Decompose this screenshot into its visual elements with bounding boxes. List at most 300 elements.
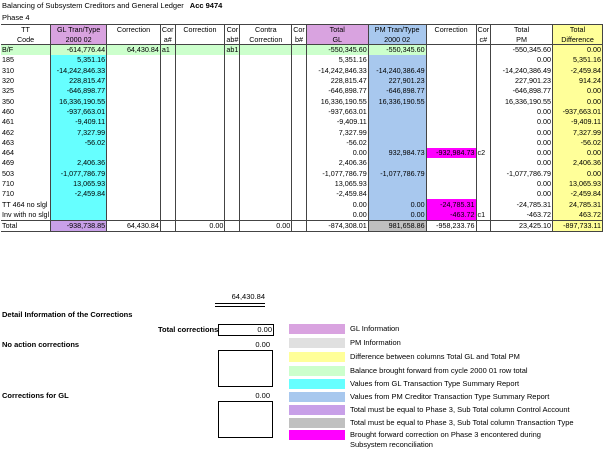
cell-ca: [160, 189, 175, 199]
cell-tpm: 0.00: [491, 148, 553, 158]
cell-c3: -932,984.73: [426, 148, 476, 158]
cell-cb: [225, 76, 240, 86]
header-total-pm: Total: [491, 25, 553, 35]
header-correction1-sub: [107, 35, 161, 45]
cell-code: 710: [1, 179, 51, 189]
cell-tpm: 0.00: [491, 107, 553, 117]
cell-pm: 0.00: [368, 210, 426, 221]
header-correction2-sub: [175, 35, 225, 45]
cell-cbb: [292, 86, 307, 96]
cell-cc: [476, 117, 491, 127]
cell-c2: [175, 148, 225, 158]
cell-c3: -463.72: [426, 210, 476, 221]
cell-tgl: 2,406.36: [306, 158, 368, 168]
cell-ca: [160, 55, 175, 65]
cell-code: 185: [1, 55, 51, 65]
cell-c1: [107, 86, 161, 96]
cell-gl: 7,327.99: [51, 127, 107, 137]
cell-cbb: [292, 45, 307, 56]
cell-cc: [476, 138, 491, 148]
cell-c1: [107, 210, 161, 221]
cell-tpm: 0.00: [491, 117, 553, 127]
cell-cc: [476, 55, 491, 65]
cell-cbb: [292, 189, 307, 199]
header-contra-sub: Correction: [240, 35, 292, 45]
cell-tgl: -56.02: [306, 138, 368, 148]
corrections-gl-box: [218, 401, 273, 438]
header-gl-tran: GL Tran/Type: [51, 25, 107, 35]
table-row: [1, 210, 603, 221]
cell-c2: [175, 169, 225, 179]
header-tt-sub: Code: [1, 35, 51, 45]
cell-gl: 5,351.16: [51, 55, 107, 65]
cell-ca: [160, 117, 175, 127]
header-total-gl-sub: GL: [306, 35, 368, 45]
cell-tgl: 5,351.16: [306, 55, 368, 65]
total-diff: -897,733.11: [553, 221, 603, 232]
cell-code: 710: [1, 189, 51, 199]
cell-ca: [160, 96, 175, 106]
cell-tpm: 227,901.23: [491, 76, 553, 86]
cell-cbb: [292, 107, 307, 117]
cell-cc: [476, 179, 491, 189]
total-ca: [160, 221, 175, 232]
total-c2: 0.00: [175, 221, 225, 232]
cell-c3: [426, 76, 476, 86]
legend-text: GL Information: [350, 324, 400, 333]
cell-tgl: -550,345.60: [306, 45, 368, 56]
cell-diff: -9,409.11: [553, 117, 603, 127]
cell-ca: [160, 199, 175, 209]
cell-cb: [225, 138, 240, 148]
cell-c2: [175, 55, 225, 65]
cell-gl: -9,409.11: [51, 117, 107, 127]
cell-cbb: [292, 76, 307, 86]
total-corrections-label: Total corrections: [158, 325, 219, 334]
total-tpm: 23,425.10: [491, 221, 553, 232]
cell-pm: [368, 179, 426, 189]
cell-c2: [175, 117, 225, 127]
legend-text: Difference between columns Total GL and Total PM: [350, 352, 520, 361]
cell-cc: [476, 107, 491, 117]
cell-c2: [175, 127, 225, 137]
cell-code: 461: [1, 117, 51, 127]
header-gl-tran-sub: 2000 02: [51, 35, 107, 45]
cell-ca: [160, 86, 175, 96]
cell-tgl: 0.00: [306, 199, 368, 209]
cell-tpm: -463.72: [491, 210, 553, 221]
cell-diff: 0.00: [553, 96, 603, 106]
legend-swatch: [289, 405, 345, 415]
cell-c1: [107, 148, 161, 158]
total-c3: -958,233.76: [426, 221, 476, 232]
header-cor-c-sub: c#: [476, 35, 491, 45]
cell-cbb: [292, 138, 307, 148]
balancing-table: [1, 24, 603, 232]
cell-cbb: [292, 117, 307, 127]
cell-gl: -614,776.44: [51, 45, 107, 56]
cell-gl: 13,065.93: [51, 179, 107, 189]
legend-swatch: [289, 352, 345, 362]
cell-diff: 914.24: [553, 76, 603, 86]
cell-cc: [476, 189, 491, 199]
table-row: [1, 127, 603, 137]
cell-ca: a1: [160, 45, 175, 56]
header-cor-c: Cor: [477, 25, 490, 35]
cell-c1: [107, 66, 161, 76]
cell-contra: [240, 210, 292, 221]
cell-gl: -2,459.84: [51, 189, 107, 199]
cell-code: 320: [1, 76, 51, 86]
cell-c3: [426, 45, 476, 56]
no-action-value: 0.00: [255, 340, 270, 349]
cell-tpm: 0.00: [491, 179, 553, 189]
cell-tgl: -14,242,846.33: [306, 66, 368, 76]
cell-tpm: -14,240,386.49: [491, 66, 553, 76]
total-cc: [476, 221, 491, 232]
cell-code: 469: [1, 158, 51, 168]
table-row: [1, 107, 603, 117]
cell-cbb: [292, 127, 307, 137]
cell-cc: [476, 199, 491, 209]
total-cbb: [292, 221, 307, 232]
cell-cb: [225, 179, 240, 189]
cell-cbb: [292, 55, 307, 65]
table-row: [1, 148, 603, 158]
table-row: [1, 169, 603, 179]
cell-c2: [175, 45, 225, 56]
cell-c1: [107, 127, 161, 137]
legend-text: Values from GL Transaction Type Summary Report: [350, 379, 520, 388]
cell-code: 310: [1, 66, 51, 76]
cell-tpm: 16,336,190.55: [491, 96, 553, 106]
cell-c1: [107, 189, 161, 199]
cell-diff: 0.00: [553, 86, 603, 96]
cell-c3: [426, 117, 476, 127]
cell-code: 463: [1, 138, 51, 148]
cell-diff: 0.00: [553, 45, 603, 56]
cell-tgl: 0.00: [306, 210, 368, 221]
legend-swatch: [289, 418, 345, 428]
cell-c2: [175, 86, 225, 96]
legend-swatch: [289, 338, 345, 348]
title-text: Balancing of Subsystem Creditors and General Ledger: [2, 1, 184, 10]
cell-tgl: 13,065.93: [306, 179, 368, 189]
cell-tpm: -1,077,786.79: [491, 169, 553, 179]
cell-pm: 932,984.73: [368, 148, 426, 158]
cell-gl: -937,663.01: [51, 107, 107, 117]
cell-diff: -2,459.84: [553, 66, 603, 76]
cell-gl: 2,406.36: [51, 158, 107, 168]
header-correction1: Correction: [107, 25, 161, 35]
header-total-diff-sub: Difference: [553, 35, 603, 45]
cell-cc: [476, 76, 491, 86]
cell-cb: [225, 199, 240, 209]
cell-pm: [368, 55, 426, 65]
table-row: [1, 158, 603, 168]
cell-c1: 64,430.84: [107, 45, 161, 56]
total-gl: -938,738.85: [51, 221, 107, 232]
cell-diff: 7,327.99: [553, 127, 603, 137]
legend-text: Total must be equal to Phase 3, Sub Total column Control Account: [350, 405, 570, 414]
cell-c1: [107, 107, 161, 117]
cell-c1: [107, 138, 161, 148]
cell-contra: [240, 107, 292, 117]
cell-contra: [240, 45, 292, 56]
cell-cc: c1: [476, 210, 491, 221]
cell-tgl: 228,815.47: [306, 76, 368, 86]
cell-tpm: -646,898.77: [491, 86, 553, 96]
total-pm: 981,658.86: [368, 221, 426, 232]
cell-code: 464: [1, 148, 51, 158]
corrections-gl-label: Corrections for GL: [2, 391, 69, 400]
cell-cb: [225, 148, 240, 158]
cell-code: 460: [1, 107, 51, 117]
legend-swatch: [289, 324, 345, 334]
cell-cb: [225, 169, 240, 179]
cell-gl: 16,336,190.55: [51, 96, 107, 106]
cell-tgl: -1,077,786.79: [306, 169, 368, 179]
cell-cb: [225, 86, 240, 96]
cell-contra: [240, 158, 292, 168]
cell-c3: [426, 189, 476, 199]
cell-cbb: [292, 158, 307, 168]
cell-tgl: 16,336,190.55: [306, 96, 368, 106]
cell-contra: [240, 179, 292, 189]
cell-pm: [368, 117, 426, 127]
header-correction2: Correction: [175, 25, 225, 35]
cell-c1: [107, 96, 161, 106]
cell-diff: -56.02: [553, 138, 603, 148]
legend-text: PM Information: [350, 338, 401, 347]
table-row: [1, 76, 603, 86]
cell-c2: [175, 210, 225, 221]
cell-diff: 5,351.16: [553, 55, 603, 65]
cell-diff: 13,065.93: [553, 179, 603, 189]
cell-cb: [225, 189, 240, 199]
cell-c3: -24,785.31: [426, 199, 476, 209]
cell-pm: [368, 138, 426, 148]
legend-text: Brought forward correction on Phase 3 encontered during: [350, 430, 541, 439]
cell-ca: [160, 210, 175, 221]
cell-ca: [160, 76, 175, 86]
cell-pm: [368, 127, 426, 137]
cell-contra: [240, 96, 292, 106]
cell-pm: [368, 158, 426, 168]
cell-c3: [426, 55, 476, 65]
legend-text: Values from PM Creditor Transaction Type Summary Report: [350, 392, 550, 401]
legend-swatch: [289, 379, 345, 389]
cell-c3: [426, 86, 476, 96]
cell-cbb: [292, 210, 307, 221]
total-corrections-box: [218, 324, 274, 336]
legend-swatch: [289, 366, 345, 376]
cell-cc: [476, 45, 491, 56]
header-tt: TT: [1, 25, 51, 35]
header-total-pm-sub: PM: [491, 35, 553, 45]
cell-cc: [476, 66, 491, 76]
cell-c3: [426, 179, 476, 189]
cell-c3: [426, 96, 476, 106]
cell-cc: [476, 169, 491, 179]
table-row: [1, 179, 603, 189]
cell-cb: [225, 210, 240, 221]
header-cor-bb: Cor: [293, 25, 305, 35]
cell-gl: -56.02: [51, 138, 107, 148]
cell-cb: [225, 117, 240, 127]
cell-contra: [240, 66, 292, 76]
cell-ca: [160, 148, 175, 158]
cell-diff: 463.72: [553, 210, 603, 221]
cell-diff: 2,406.36: [553, 158, 603, 168]
cell-pm: [368, 189, 426, 199]
legend-swatch: [289, 430, 345, 440]
account-number: Acc 9474: [189, 1, 223, 10]
legend-text: Balance brought forward from cycle 2000 01 row total: [350, 366, 528, 375]
cell-ca: [160, 66, 175, 76]
cell-cb: [225, 107, 240, 117]
cell-c2: [175, 96, 225, 106]
cell-ca: [160, 107, 175, 117]
no-action-label: No action corrections: [2, 340, 80, 349]
cell-pm: -550,345.60: [368, 45, 426, 56]
cell-c2: [175, 199, 225, 209]
corrections-gl-value: 0.00: [255, 391, 270, 400]
cell-c3: [426, 138, 476, 148]
cell-ca: [160, 127, 175, 137]
cell-c2: [175, 138, 225, 148]
table-row: [1, 199, 603, 209]
total-cb: [225, 221, 240, 232]
table-row: [1, 55, 603, 65]
table-row: [1, 138, 603, 148]
cell-c1: [107, 199, 161, 209]
cell-diff: -2,459.84: [553, 189, 603, 199]
cell-c1: [107, 169, 161, 179]
cell-tpm: 0.00: [491, 189, 553, 199]
cell-code: TT 464 no slgl: [1, 199, 51, 209]
cell-c2: [175, 179, 225, 189]
cell-ca: [160, 179, 175, 189]
cell-c3: [426, 169, 476, 179]
cell-ca: [160, 169, 175, 179]
total-code: Total: [1, 221, 51, 232]
subtotal-underline: [215, 306, 265, 307]
cell-gl: -646,898.77: [51, 86, 107, 96]
cell-cc: [476, 86, 491, 96]
cell-code: 325: [1, 86, 51, 96]
cell-diff: 0.00: [553, 148, 603, 158]
cell-tpm: 0.00: [491, 55, 553, 65]
legend-text: Total must be equal to Phase 3, Sub Total column Transaction Type: [350, 418, 574, 427]
cell-cbb: [292, 148, 307, 158]
cell-cb: [225, 127, 240, 137]
cell-cc: [476, 127, 491, 137]
cell-tgl: 0.00: [306, 148, 368, 158]
cell-cb: [225, 55, 240, 65]
cell-code: B/F: [1, 45, 51, 56]
cell-contra: [240, 148, 292, 158]
cell-pm: -646,898.77: [368, 86, 426, 96]
header-total-diff: Total: [553, 25, 603, 35]
cell-cb: ab1: [226, 45, 239, 55]
cell-code: 462: [1, 127, 51, 137]
cell-ca: [160, 158, 175, 168]
cell-pm: [368, 107, 426, 117]
header-cor-b-sub: ab#: [226, 34, 239, 44]
cell-c1: [107, 55, 161, 65]
table-row: [1, 66, 603, 76]
header-cor-b: Cor: [226, 25, 239, 35]
cell-gl: -1,077,786.79: [51, 169, 107, 179]
cell-cbb: [292, 169, 307, 179]
cell-contra: [240, 169, 292, 179]
report-title: [2, 1, 222, 10]
cell-contra: [240, 55, 292, 65]
cell-pm: -1,077,786.79: [368, 169, 426, 179]
cell-pm: -14,240,386.49: [368, 66, 426, 76]
total-c1: 64,430.84: [107, 221, 161, 232]
cell-c2: [175, 76, 225, 86]
cell-tpm: -24,785.31: [491, 199, 553, 209]
cell-c2: [175, 107, 225, 117]
cell-c1: [107, 117, 161, 127]
table-row: [1, 117, 603, 127]
cell-gl: [51, 148, 107, 158]
cell-pm: 16,336,190.55: [368, 96, 426, 106]
cell-tpm: -550,345.60: [491, 45, 553, 56]
cell-contra: [240, 189, 292, 199]
cell-cbb: [292, 96, 307, 106]
header-cor-a: Cor: [161, 25, 174, 35]
total-corrections-value: 0.00: [257, 325, 272, 334]
cell-gl: [51, 199, 107, 209]
cell-c3: [426, 127, 476, 137]
cell-cb: [225, 158, 240, 168]
cell-tgl: -937,663.01: [306, 107, 368, 117]
cell-contra: [240, 127, 292, 137]
details-heading: Detail Information of the Corrections: [2, 310, 133, 319]
totals-row: [1, 221, 603, 232]
subtotal-box: [215, 292, 265, 304]
cell-tgl: -2,459.84: [306, 189, 368, 199]
cell-cbb: [292, 66, 307, 76]
subtotal-value: 64,430.84: [231, 292, 265, 301]
cell-pm: 0.00: [368, 199, 426, 209]
cell-diff: 0.00: [553, 169, 603, 179]
cell-gl: [51, 210, 107, 221]
header-cor-a-sub: a#: [160, 35, 175, 45]
cell-c1: [107, 76, 161, 86]
table-row: [1, 189, 603, 199]
cell-contra: [240, 76, 292, 86]
cell-tpm: 0.00: [491, 158, 553, 168]
header-correction3: Correction: [426, 25, 476, 35]
total-tgl: -874,308.01: [306, 221, 368, 232]
cell-tgl: -646,898.77: [306, 86, 368, 96]
cell-c2: [175, 158, 225, 168]
legend-swatch: [289, 392, 345, 402]
cell-tpm: 0.00: [491, 138, 553, 148]
cell-diff: 24,785.31: [553, 199, 603, 209]
no-action-box: [218, 350, 273, 387]
cell-c3: [426, 158, 476, 168]
cell-code: Inv with no slgl: [2, 209, 50, 219]
cell-cb: [225, 66, 240, 76]
cell-ca: [160, 138, 175, 148]
cell-tgl: -9,409.11: [306, 117, 368, 127]
table-row: [1, 86, 603, 96]
